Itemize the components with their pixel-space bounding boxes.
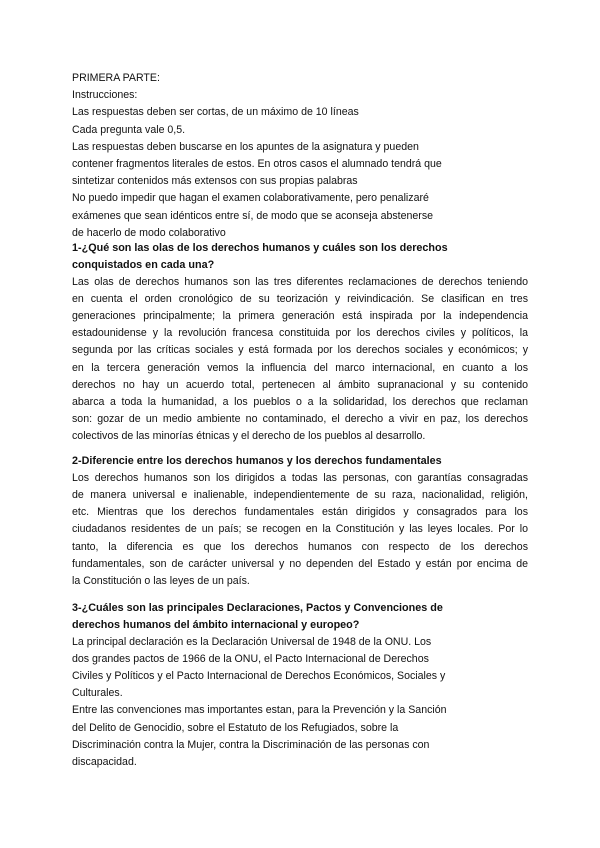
- question-title: 1-¿Qué son las olas de los derechos humanos y cuáles son los derechos: [72, 242, 448, 254]
- question-title: 2-Diferencie entre los derechos humanos y los derechos fundamentales: [72, 455, 442, 467]
- question-2: [72, 453, 528, 590]
- answer-line: Culturales.: [72, 687, 123, 700]
- answer-line: segunda por las críticas sociales y está formada por los derechos sociales y económicos; y: [72, 344, 528, 357]
- instruction-line: No puedo impedir que hagan el examen colaborativamente, pero penalizaré: [72, 192, 429, 205]
- instruction-line: de hacerlo de modo colaborativo: [72, 226, 226, 239]
- answer-line: la Constitución o las leyes de un país.: [72, 575, 250, 588]
- instructions-label: Instrucciones:: [72, 89, 138, 102]
- answer-line: abarca a toda la humanidad, a los pueblos o a la solidaridad, los derechos que reclaman: [72, 396, 528, 409]
- answer-line: La principal declaración es la Declaración Universal de 1948 de la ONU. Los: [72, 635, 432, 648]
- question-title: 3-¿Cuáles son las principales Declaraciones, Pactos y Convenciones de: [72, 602, 443, 614]
- instruction-line: contener fragmentos literales de estos. En otros casos el alumnado tendrá que: [72, 158, 442, 171]
- answer-line: de manera universal e inalienable, independientemente de su raza, nacionalidad, religión,: [72, 489, 528, 501]
- section-heading: PRIMERA PARTE:: [72, 72, 160, 84]
- answer-line: Discriminación contra la Mujer, contra la Discriminación de las personas con: [72, 738, 430, 751]
- instruction-line: exámenes que sean idénticos entre sí, de modo que se aconseja abstenerse: [72, 209, 434, 222]
- question-title: conquistados en cada una?: [72, 258, 215, 271]
- answer-line: dos grandes pactos de 1966 de la ONU, el Pacto Internacional de Derechos: [72, 652, 429, 665]
- answer-line: colectivos de las minorías étnicas y el derecho de los pueblos al desarrollo.: [72, 430, 426, 443]
- answer-line: discapacidad.: [72, 756, 137, 769]
- answer-line: son: gozar de un medio ambiente no contaminado, el derecho a vivir en paz, los derechos: [72, 413, 528, 426]
- answer-line: generaciones principalmente; la primera generación está inspirada por la independencia: [72, 310, 528, 322]
- answer-line: estadounidense y la revolución francesa constituida por los derechos civiles y políticos, la: [72, 327, 528, 340]
- answer-line: en cuenta el orden cronológico de su teorización y reivindicación. Se clasifican en tres: [72, 292, 528, 305]
- answer-line: en la tercera generación vemos la influencia del marco internacional, en cuanto a los: [72, 361, 528, 374]
- instruction-line: Las respuestas deben buscarse en los apuntes de la asignatura y pueden: [72, 140, 419, 153]
- instructions-section: [72, 70, 528, 242]
- answer-line: Los derechos humanos son los dirigidos a todas las personas, con garantías consagradas: [72, 471, 528, 484]
- answer-line: fundamentales, son de carácter universal y no dependen del Estado y están por encima de: [72, 557, 528, 570]
- answer-line: Entre las convenciones mas importantes estan, para la Prevención y la Sanción: [72, 704, 447, 717]
- answer-line: del Delito de Genocidio, sobre el Estatuto de los Refugiados, sobre la: [72, 721, 399, 734]
- question-3: [72, 600, 528, 771]
- answer-line: Civiles y Políticos y el Pacto Internacional de Derechos Económicos, Sociales y: [72, 670, 446, 682]
- question-title: derechos humanos del ámbito internacional y europeo?: [72, 618, 360, 631]
- answer-line: etc. Mientras que los derechos fundamentales están dirigidos y consagrados para los: [72, 506, 528, 519]
- answer-line: Las olas de derechos humanos son las tres diferentes reclamaciones de derechos teniendo: [72, 275, 528, 288]
- answer-line: derechos no hay un acuerdo total, pertenecen al ámbito supranacional y su contenido: [72, 378, 528, 391]
- answer-line: ciudadanos residentes de un país; se recogen en la Constitución y las leyes locales. Por lo: [72, 523, 528, 536]
- instruction-line: sintetizar contenidos más extensos con sus propias palabras: [72, 175, 358, 188]
- instruction-line: Cada pregunta vale 0,5.: [72, 123, 186, 136]
- question-1: [72, 240, 528, 446]
- instruction-line: Las respuestas deben ser cortas, de un máximo de 10 líneas: [72, 106, 359, 119]
- answer-line: tanto, la diferencia es que los derechos humanos con respecto de los derechos: [72, 540, 528, 553]
